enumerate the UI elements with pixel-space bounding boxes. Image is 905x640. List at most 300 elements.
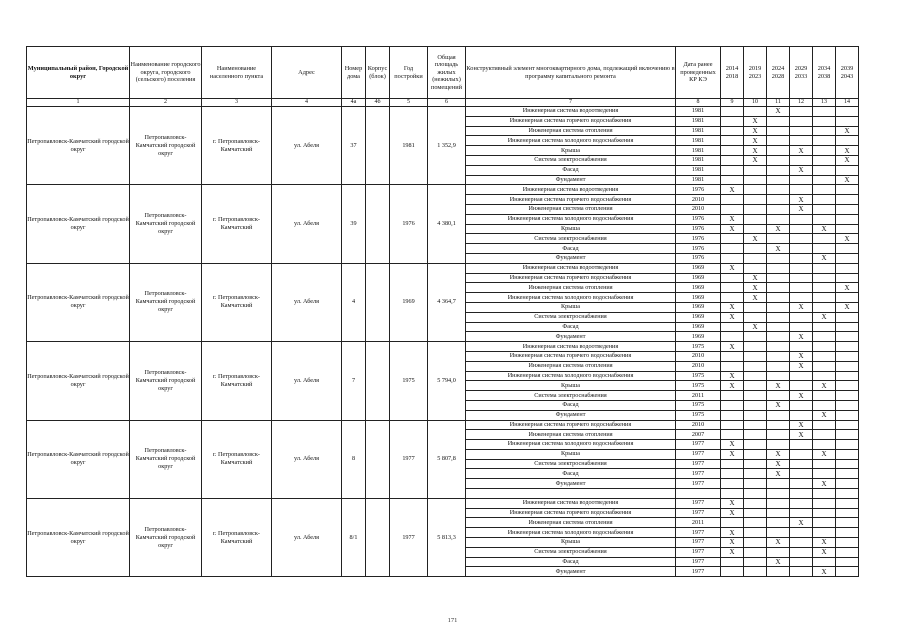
period-mark-cell [721,116,744,126]
period-mark-cell [790,469,813,479]
period-mark-cell: X [813,479,836,489]
element-cell: Фасад [466,557,676,567]
locality-cell: г. Петропавловск-Камчатский [202,107,272,185]
period-mark-cell: X [744,155,767,165]
municipality-cell: Петропавловск-Камчатский городской округ [27,185,130,263]
element-cell: Фасад [466,322,676,332]
header-element: Конструктивный элемент многоквартирного дома, подлежащий включению в программу капитального ремонта [466,47,676,99]
table-row [27,498,859,508]
period-mark-cell: X [813,449,836,459]
column-number: 9 [721,99,744,107]
period-mark-cell [836,351,859,361]
period-mark-cell [767,547,790,557]
period-mark-cell [790,214,813,224]
period-mark-cell: X [744,293,767,303]
column-number: 5 [390,99,428,107]
period-mark-cell [767,302,790,312]
period-mark-cell: X [721,449,744,459]
house-number-cell: 7 [342,342,366,420]
period-mark-cell [836,165,859,175]
period-mark-cell: X [767,381,790,391]
period-mark-cell [813,302,836,312]
period-mark-cell [836,538,859,548]
period-mark-cell: X [790,391,813,401]
period-mark-cell [790,116,813,126]
period-mark-cell [813,371,836,381]
period-mark-cell [767,175,790,185]
period-mark-cell [813,391,836,401]
element-cell: Крыша [466,224,676,234]
element-cell: Инженерная система холодного водоснабжения [466,214,676,224]
period-mark-cell [813,420,836,430]
period-mark-cell: X [721,302,744,312]
period-mark-cell: X [721,371,744,381]
period-mark-cell [813,175,836,185]
period-mark-cell [767,195,790,205]
column-number: 3 [202,99,272,107]
period-mark-cell [790,381,813,391]
period-mark-cell: X [790,420,813,430]
locality-cell: г. Петропавловск-Камчатский [202,498,272,576]
last-repair-date-cell: 1969 [676,312,721,322]
period-mark-cell [767,410,790,420]
locality-cell: г. Петропавловск-Камчатский [202,342,272,420]
header-period: 2014 2018 [721,47,744,99]
period-mark-cell [744,107,767,117]
period-mark-cell [744,400,767,410]
settlement-cell: Петропавловск-Камчатский городской округ [130,420,202,498]
period-mark-cell: X [790,165,813,175]
period-mark-cell [813,528,836,538]
period-mark-cell [744,489,767,499]
period-mark-cell: X [767,459,790,469]
settlement-cell: Петропавловск-Камчатский городской округ [130,263,202,341]
period-mark-cell [744,371,767,381]
period-mark-cell [836,440,859,450]
period-mark-cell [813,155,836,165]
period-mark-cell [744,498,767,508]
period-mark-cell: X [813,410,836,420]
period-mark-cell [721,489,744,499]
area-cell: 4 380,1 [428,185,466,263]
element-cell [466,489,676,499]
period-mark-cell [744,185,767,195]
period-mark-cell [767,508,790,518]
period-mark-cell [721,146,744,156]
period-mark-cell [767,498,790,508]
document-sheet [26,46,859,577]
element-cell: Фасад [466,469,676,479]
period-mark-cell [813,116,836,126]
settlement-cell: Петропавловск-Камчатский городской округ [130,185,202,263]
period-mark-cell [813,518,836,528]
period-mark-cell [767,155,790,165]
period-mark-cell [836,410,859,420]
last-repair-date-cell: 1981 [676,116,721,126]
period-mark-cell [813,332,836,342]
element-cell: Система электроснабжения [466,391,676,401]
period-mark-cell: X [790,302,813,312]
period-mark-cell [721,400,744,410]
table-row [27,420,859,430]
last-repair-date-cell [676,489,721,499]
last-repair-date-cell: 1969 [676,283,721,293]
last-repair-date-cell: 1981 [676,136,721,146]
period-mark-cell: X [813,547,836,557]
period-mark-cell [767,361,790,371]
element-cell: Инженерная система отопления [466,283,676,293]
element-cell: Инженерная система водоотведения [466,185,676,195]
period-mark-cell [767,253,790,263]
last-repair-date-cell: 1977 [676,459,721,469]
period-mark-cell [721,410,744,420]
period-mark-cell [767,283,790,293]
header-address: Адрес [272,47,342,99]
period-mark-cell [836,430,859,440]
settlement-cell: Петропавловск-Камчатский городской округ [130,107,202,185]
period-mark-cell [744,479,767,489]
period-mark-cell [836,498,859,508]
period-mark-cell [836,342,859,352]
period-mark-cell: X [721,508,744,518]
period-mark-cell: X [790,204,813,214]
last-repair-date-cell: 1977 [676,498,721,508]
period-mark-cell [744,567,767,577]
period-mark-cell [813,508,836,518]
period-mark-cell: X [767,449,790,459]
element-cell: Инженерная система холодного водоснабжения [466,440,676,450]
house-number-cell: 8/1 [342,498,366,576]
period-mark-cell: X [836,175,859,185]
period-mark-cell: X [790,146,813,156]
period-mark-cell [721,430,744,440]
last-repair-date-cell: 2010 [676,195,721,205]
period-mark-cell [836,312,859,322]
last-repair-date-cell: 1977 [676,547,721,557]
locality-cell: г. Петропавловск-Камчатский [202,185,272,263]
element-cell: Фасад [466,165,676,175]
period-mark-cell [790,567,813,577]
street-cell: ул. Абеля [272,185,342,263]
header-block: Корпус (блок) [366,47,390,99]
period-mark-cell [767,204,790,214]
street-cell: ул. Абеля [272,420,342,498]
element-cell: Крыша [466,381,676,391]
period-mark-cell [744,214,767,224]
municipality-cell: Петропавловск-Камчатский городской округ [27,107,130,185]
column-number: 13 [813,99,836,107]
last-repair-date-cell: 1969 [676,273,721,283]
period-mark-cell [813,351,836,361]
municipality-cell: Петропавловск-Камчатский городской округ [27,263,130,341]
street-cell: ул. Абеля [272,342,342,420]
last-repair-date-cell: 2010 [676,204,721,214]
last-repair-date-cell: 1976 [676,214,721,224]
last-repair-date-cell: 1976 [676,185,721,195]
period-mark-cell [790,155,813,165]
column-number-row [27,99,859,107]
period-mark-cell [790,498,813,508]
period-mark-cell [721,136,744,146]
period-mark-cell [744,342,767,352]
period-mark-cell [790,244,813,254]
locality-cell: г. Петропавловск-Камчатский [202,263,272,341]
period-mark-cell [744,332,767,342]
period-mark-cell [744,302,767,312]
element-cell: Инженерная система отопления [466,126,676,136]
period-mark-cell [790,283,813,293]
period-mark-cell [767,293,790,303]
period-mark-cell [836,489,859,499]
last-repair-date-cell: 1976 [676,224,721,234]
header-last-repair: Дата ранее проведенных КР КЭ [676,47,721,99]
period-mark-cell [767,351,790,361]
period-mark-cell [813,165,836,175]
period-mark-cell [767,263,790,273]
period-mark-cell [836,371,859,381]
column-number: 14 [836,99,859,107]
table-row [27,107,859,117]
period-mark-cell [721,195,744,205]
period-mark-cell [790,175,813,185]
period-mark-cell [790,557,813,567]
period-mark-cell [836,253,859,263]
period-mark-cell [836,224,859,234]
period-mark-cell [813,557,836,567]
period-mark-cell [744,538,767,548]
period-mark-cell [836,528,859,538]
build-year-cell: 1969 [390,263,428,341]
period-mark-cell [721,459,744,469]
period-mark-cell [767,528,790,538]
period-mark-cell: X [790,351,813,361]
period-mark-cell [767,214,790,224]
period-mark-cell [836,214,859,224]
period-mark-cell [813,244,836,254]
period-mark-cell [721,155,744,165]
period-mark-cell [721,165,744,175]
period-mark-cell [744,391,767,401]
last-repair-date-cell: 1975 [676,410,721,420]
period-mark-cell [813,430,836,440]
period-mark-cell: X [721,498,744,508]
period-mark-cell [744,469,767,479]
period-mark-cell [813,214,836,224]
period-mark-cell [767,567,790,577]
last-repair-date-cell: 1977 [676,557,721,567]
header-row [27,47,859,99]
period-mark-cell: X [813,312,836,322]
period-mark-cell [813,459,836,469]
period-mark-cell [767,518,790,528]
last-repair-date-cell: 1976 [676,253,721,263]
period-mark-cell [836,263,859,273]
header-area: Общая площадь жилых (нежилых) помещений [428,47,466,99]
period-mark-cell [721,420,744,430]
period-mark-cell [744,440,767,450]
period-mark-cell [813,283,836,293]
period-mark-cell [790,273,813,283]
element-cell: Инженерная система холодного водоснабжения [466,371,676,381]
build-year-cell: 1976 [390,185,428,263]
period-mark-cell [744,547,767,557]
period-mark-cell [813,440,836,450]
column-number: 4 [272,99,342,107]
street-cell: ул. Абеля [272,107,342,185]
period-mark-cell [790,136,813,146]
period-mark-cell [721,234,744,244]
period-mark-cell [721,469,744,479]
period-mark-cell [744,449,767,459]
period-mark-cell: X [744,322,767,332]
municipality-cell: Петропавловск-Камчатский городской округ [27,420,130,498]
element-cell: Инженерная система горячего водоснабжения [466,508,676,518]
period-mark-cell [790,479,813,489]
period-mark-cell: X [836,302,859,312]
period-mark-cell [836,293,859,303]
period-mark-cell [813,107,836,117]
area-cell: 5 813,3 [428,498,466,576]
period-mark-cell [836,322,859,332]
period-mark-cell [744,361,767,371]
period-mark-cell [790,263,813,273]
period-mark-cell [767,489,790,499]
last-repair-date-cell: 1981 [676,155,721,165]
period-mark-cell: X [721,538,744,548]
period-mark-cell [744,508,767,518]
period-mark-cell [836,107,859,117]
last-repair-date-cell: 1977 [676,528,721,538]
element-cell: Инженерная система отопления [466,204,676,214]
period-mark-cell: X [744,283,767,293]
period-mark-cell [790,371,813,381]
element-cell: Инженерная система холодного водоснабжения [466,528,676,538]
last-repair-date-cell: 1969 [676,322,721,332]
header-period: 2024 2028 [767,47,790,99]
header-period: 2019 2023 [744,47,767,99]
element-cell: Фундамент [466,253,676,263]
period-mark-cell: X [721,185,744,195]
last-repair-date-cell: 1981 [676,146,721,156]
period-mark-cell [721,253,744,263]
period-mark-cell [721,322,744,332]
period-mark-cell [790,234,813,244]
last-repair-date-cell: 1977 [676,567,721,577]
period-mark-cell [836,547,859,557]
period-mark-cell [744,195,767,205]
period-mark-cell [767,332,790,342]
element-cell: Инженерная система водоотведения [466,263,676,273]
period-mark-cell: X [744,126,767,136]
period-mark-cell [790,459,813,469]
last-repair-date-cell: 2010 [676,351,721,361]
last-repair-date-cell: 2010 [676,361,721,371]
house-number-cell: 37 [342,107,366,185]
element-cell: Фасад [466,400,676,410]
element-cell: Инженерная система водоотведения [466,107,676,117]
house-number-cell: 8 [342,420,366,498]
column-number: 1 [27,99,130,107]
period-mark-cell: X [790,361,813,371]
period-mark-cell [836,518,859,528]
period-mark-cell: X [721,312,744,322]
locality-cell: г. Петропавловск-Камчатский [202,420,272,498]
area-cell: 5 794,0 [428,342,466,420]
period-mark-cell [744,312,767,322]
period-mark-cell [836,459,859,469]
period-mark-cell [813,342,836,352]
period-mark-cell: X [721,528,744,538]
element-cell: Крыша [466,146,676,156]
last-repair-date-cell: 1981 [676,165,721,175]
block-cell [366,185,390,263]
period-mark-cell [790,224,813,234]
last-repair-date-cell: 1969 [676,263,721,273]
municipality-cell: Петропавловск-Камчатский городской округ [27,342,130,420]
element-cell: Крыша [466,449,676,459]
column-number: 8 [676,99,721,107]
last-repair-date-cell: 1975 [676,371,721,381]
period-mark-cell [813,204,836,214]
period-mark-cell [744,430,767,440]
element-cell: Крыша [466,302,676,312]
area-cell: 4 364,7 [428,263,466,341]
period-mark-cell [767,234,790,244]
period-mark-cell: X [836,283,859,293]
period-mark-cell [836,508,859,518]
table-row [27,185,859,195]
last-repair-date-cell: 1969 [676,302,721,312]
block-cell [366,107,390,185]
table-body [27,47,859,577]
period-mark-cell [836,195,859,205]
header-house: Номер дома [342,47,366,99]
period-mark-cell [721,126,744,136]
period-mark-cell [836,273,859,283]
period-mark-cell: X [813,381,836,391]
period-mark-cell: X [813,567,836,577]
last-repair-date-cell: 1975 [676,342,721,352]
period-mark-cell: X [721,224,744,234]
period-mark-cell [767,136,790,146]
period-mark-cell [767,165,790,175]
period-mark-cell [744,557,767,567]
period-mark-cell [744,224,767,234]
period-mark-cell [790,322,813,332]
element-cell: Инженерная система отопления [466,518,676,528]
period-mark-cell [813,185,836,195]
period-mark-cell [767,116,790,126]
period-mark-cell: X [767,107,790,117]
last-repair-date-cell: 1981 [676,175,721,185]
period-mark-cell [721,273,744,283]
column-number: 11 [767,99,790,107]
element-cell: Инженерная система водоотведения [466,342,676,352]
period-mark-cell [813,136,836,146]
period-mark-cell [790,508,813,518]
period-mark-cell [767,126,790,136]
last-repair-date-cell: 1977 [676,440,721,450]
last-repair-date-cell: 1976 [676,244,721,254]
period-mark-cell [813,322,836,332]
period-mark-cell [744,263,767,273]
period-mark-cell [813,195,836,205]
block-cell [366,420,390,498]
period-mark-cell [836,381,859,391]
element-cell: Система электроснабжения [466,155,676,165]
period-mark-cell [836,361,859,371]
build-year-cell: 1975 [390,342,428,420]
